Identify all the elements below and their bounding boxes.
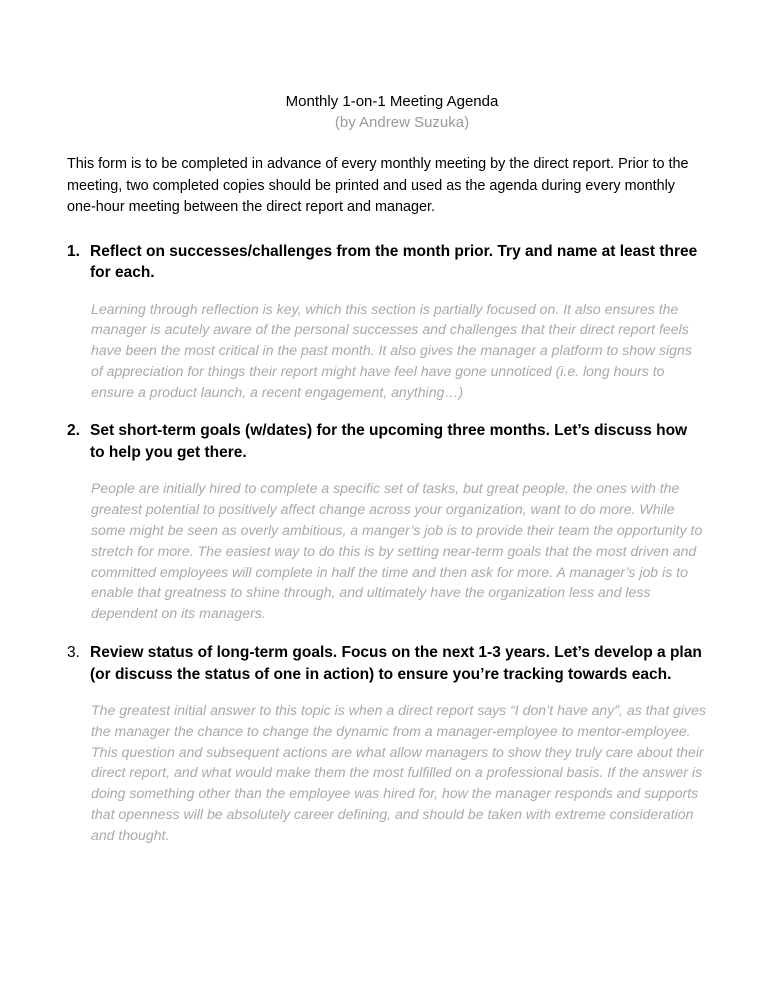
- agenda-section-2: [67, 420, 707, 624]
- agenda-section-1: [67, 241, 707, 403]
- section-number: 2.: [67, 422, 80, 440]
- section-body: Learning through reflection is key, which this section is partially focused on. It also ensures the manager is acutely aware of the personal successes and challenges that their direct report feels have been the most critical in the past month. It also gives the manager a platform to show signs of appreciation for things their report might have feel have gone unnoticed (i.e. long hours to ensure a product launch, a recent engagement, anything…): [91, 300, 692, 400]
- document-page: [67, 91, 707, 846]
- agenda-section-3: [67, 642, 707, 846]
- section-body: The greatest initial answer to this topic is when a direct report says “I don’t have any”, as that gives the manager the chance to change the dynamic from a manager-employee to mentor-employee. This question and subsequent actions are what allow managers to show they truly care about their direct report, and what would make them the most fulfilled on a professional basis. If the answer is doing something other than the employee was hired for, how the manager responds and supports that openness will be absolutely career defining, and should be taken with extreme consideration and thought.: [91, 702, 706, 843]
- document-subtitle: (by Andrew Suzuka): [334, 114, 470, 131]
- section-heading: Reflect on successes/challenges from the month prior. Try and name at least three for each.: [90, 242, 698, 281]
- section-heading: Set short-term goals (w/dates) for the upcoming three months. Let’s discuss how to help you get there.: [90, 422, 688, 461]
- section-number: 3.: [67, 644, 80, 662]
- section-body: People are initially hired to complete a specific set of tasks, but great people, the ones with the greatest potential to positively affect change across your organization, want to do more. While some might be seen as overly ambitious, a manger’s job is to provide their team the opportunity to stretch for more. The easiest way to do this is by setting near-term goals that the most driven and committed employees will complete in half the time and then ask for more. A manager’s job is to enable that greatness to shine through, and ultimately have the organization less and less dependent on its managers.: [91, 480, 703, 622]
- intro-paragraph: This form is to be completed in advance of every monthly meeting by the direct report. Prior to the meeting, two completed copies should be printed and used as the agenda during every monthly one-hour meeting between the direct report and manager.: [67, 156, 689, 215]
- document-title: Monthly 1-on-1 Meeting Agenda: [285, 93, 499, 110]
- section-heading: Review status of long-term goals. Focus on the next 1-3 years. Let’s develop a plan (or discuss the status of one in action) to ensure you’re tracking towards each.: [90, 644, 702, 683]
- section-number: 1.: [67, 242, 80, 260]
